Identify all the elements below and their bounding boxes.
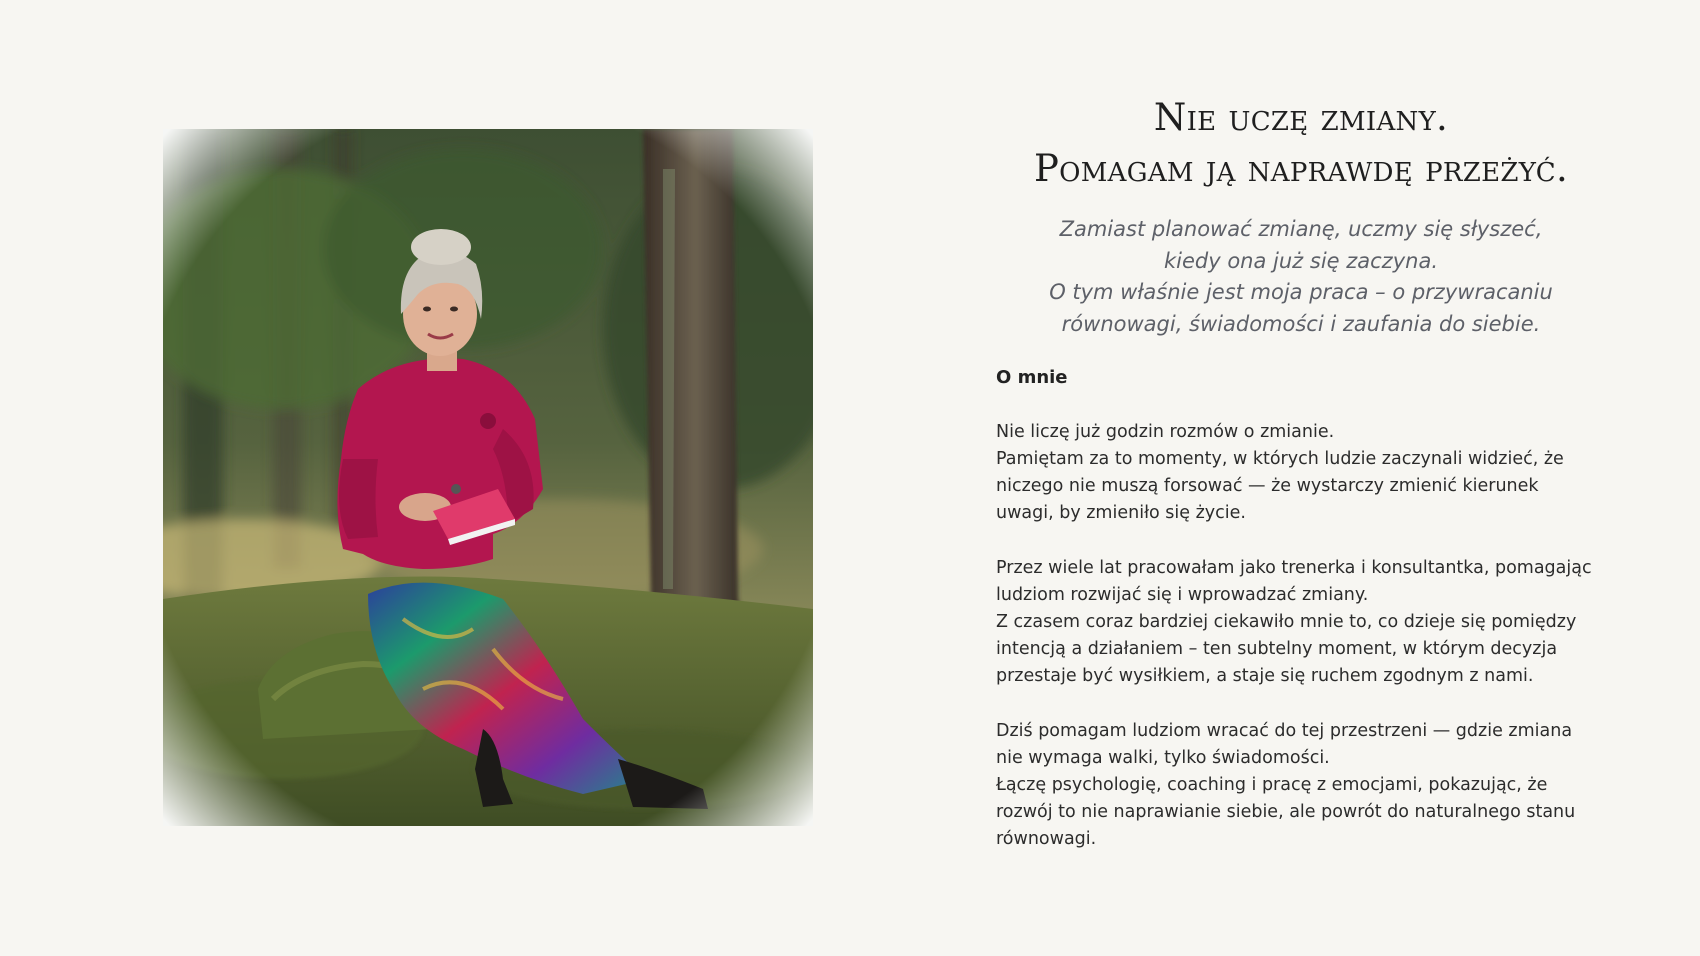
paragraph-line: ludziom rozwijać się i wprowadzać zmiany. [996,585,1369,605]
paragraph-line: Z czasem coraz bardziej ciekawiło mnie to, co dzieje się pomiędzy [996,612,1577,632]
portrait-photo [163,129,813,826]
lead-line: kiedy ona już się zaczyna. [1163,248,1438,273]
lead-line: Zamiast planować zmianę, uczmy się słyszeć, [1059,217,1543,241]
about-paragraph-2 [996,555,1606,690]
paragraph-line: intencją a działaniem – ten subtelny moment, w którym decyzja [996,639,1558,659]
lead-line: równowagi, świadomości i zaufania do siebie. [1061,311,1541,336]
paragraph-line: uwagi, by zmieniło się życie. [996,503,1246,523]
paragraph-line: Pamiętam za to momenty, w których ludzie zaczynali widzieć, że [996,449,1564,469]
paragraph-line: niczego nie muszą forsować — że wystarczy zmienić kierunek [996,476,1539,496]
portrait-illustration [163,129,813,826]
paragraph-line: Przez wiele lat pracowałam jako trenerka i konsultantka, pomagając [996,558,1592,578]
about-paragraph-1 [996,419,1606,527]
paragraph-line: Łączę psychologię, coaching i pracę z emocjami, pokazując, że [996,775,1548,795]
section-title-about: O mnie [996,367,1068,388]
paragraph-line: równowagi. [996,829,1097,849]
paragraph-line: nie wymaga walki, tylko świadomości. [996,748,1330,768]
lead-line: O tym właśnie jest moja praca – o przywracaniu [1049,280,1553,304]
paragraph-line: rozwój to nie naprawianie siebie, ale powrót do naturalnego stanu [996,802,1576,822]
page-title [996,92,1606,194]
paragraph-line: Nie liczę już godzin rozmów o zmianie. [996,422,1335,442]
about-paragraph-3 [996,718,1606,853]
page-title-line-1: Nie uczę zmiany. [1153,96,1449,139]
page-title-line-2: Pomagam ją naprawdę przeżyć. [1033,147,1569,190]
paragraph-line: Dziś pomagam ludziom wracać do tej przestrzeni — gdzie zmiana [996,721,1573,741]
lead-quote [996,214,1606,340]
about-content [996,92,1606,853]
paragraph-line: przestaje być wysiłkiem, a staje się ruchem zgodnym z nami. [996,666,1534,686]
